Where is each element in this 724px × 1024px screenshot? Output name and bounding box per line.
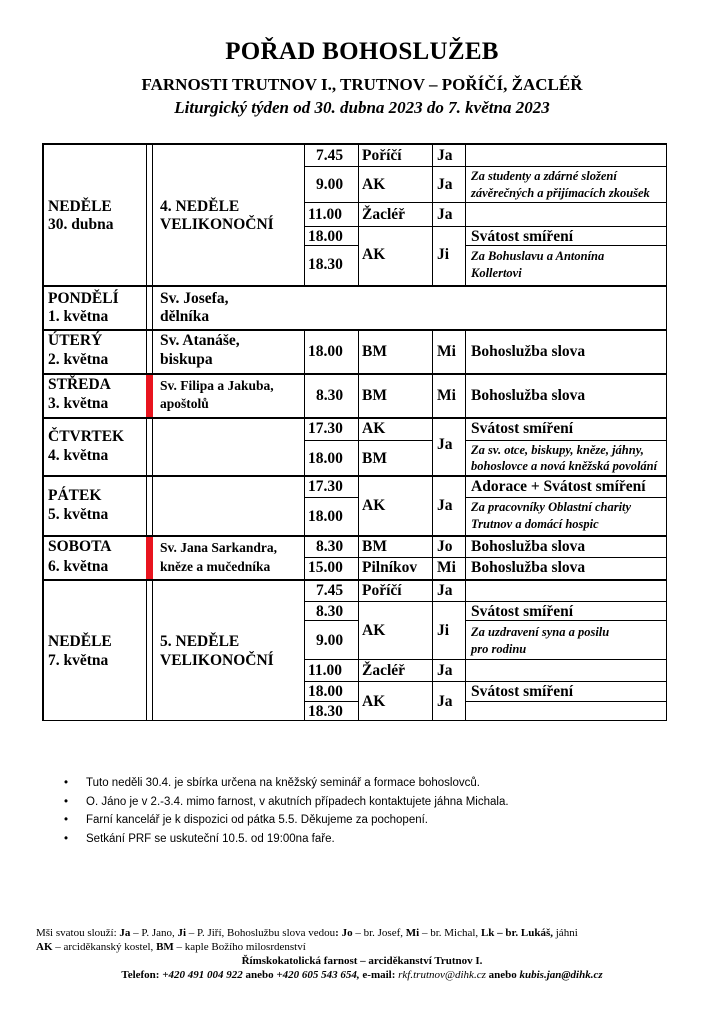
feast-marker-sat bbox=[146, 537, 153, 579]
mass-time: 18.00 bbox=[308, 508, 343, 525]
celebrant: Ji bbox=[437, 246, 450, 263]
mass-place: BM bbox=[362, 343, 387, 360]
celebrant: Mi bbox=[437, 387, 456, 404]
celebrant: Ji bbox=[437, 622, 450, 639]
mass-time: 15.00 bbox=[308, 559, 343, 576]
mass-place: Poříčí bbox=[362, 147, 402, 164]
feast-name: Sv. Filipa a Jakuba, bbox=[160, 378, 274, 393]
celebrant: Ja bbox=[437, 176, 453, 193]
mass-intention: Za uzdravení syna a posilu bbox=[471, 625, 610, 639]
celebrant: Ja bbox=[437, 693, 453, 710]
mass-time: 7.45 bbox=[316, 147, 344, 164]
day-name: PÁTEK bbox=[48, 487, 102, 504]
mass-place: AK bbox=[362, 497, 386, 514]
mass-place: AK bbox=[362, 693, 386, 710]
announcement-item: • Tuto neděli 30.4. je sbírka určena na kněžský seminář a formace bohoslovců. bbox=[62, 774, 509, 793]
mass-place: Pilníkov bbox=[362, 559, 418, 576]
day-name: ČTVRTEK bbox=[48, 428, 125, 445]
mass-intention: Za Bohuslavu a Antonína bbox=[471, 249, 605, 263]
day-name: NEDĚLE bbox=[48, 633, 112, 650]
mass-time: 17.30 bbox=[308, 420, 343, 437]
feast-name: 4. NEDĚLE bbox=[160, 198, 240, 215]
mass-time: 18.00 bbox=[308, 683, 343, 700]
mass-intention: Za studenty a zdárné složení bbox=[471, 169, 617, 183]
mass-note: Bohoslužba slova bbox=[471, 538, 586, 555]
mass-intention: Za pracovníky Oblastní charity bbox=[471, 500, 632, 514]
feast-name: VELIKONOČNÍ bbox=[160, 216, 274, 233]
announcements-list bbox=[62, 774, 509, 848]
mass-place: AK bbox=[362, 622, 386, 639]
celebrant: Jo bbox=[437, 538, 453, 555]
mass-time: 18.30 bbox=[308, 256, 343, 273]
mass-place: AK bbox=[362, 246, 386, 263]
page-title: POŘAD BOHOSLUŽEB bbox=[225, 38, 499, 65]
day-date: 1. května bbox=[48, 308, 109, 325]
mass-place: AK bbox=[362, 176, 386, 193]
mass-time: 17.30 bbox=[308, 478, 343, 495]
day-name: NEDĚLE bbox=[48, 198, 112, 215]
mass-place: BM bbox=[362, 538, 387, 555]
place-legend: AK – arciděkanský kostel, BM – kaple Božího milosrdenství bbox=[36, 941, 306, 953]
day-date: 3. května bbox=[48, 395, 109, 412]
feast-marker-wed bbox=[146, 375, 153, 417]
mass-time: 11.00 bbox=[308, 206, 343, 223]
mass-place: AK bbox=[362, 420, 386, 437]
mass-intention: bohoslovce a nová kněžská povolání bbox=[471, 459, 658, 473]
celebrant: Ja bbox=[437, 147, 453, 164]
day-name: STŘEDA bbox=[48, 376, 111, 393]
announcement-item: • O. Jáno je v 2.-3.4. mimo farnost, v akutních případech kontaktujete jáhna Michala. bbox=[62, 793, 509, 812]
feast-name: kněze a mučedníka bbox=[160, 559, 271, 574]
mass-intention: Trutnov a domácí hospic bbox=[471, 517, 599, 531]
mass-note: Bohoslužba slova bbox=[471, 387, 586, 404]
celebrant: Ja bbox=[437, 582, 453, 599]
week-range: Liturgický týden od 30. dubna 2023 do 7. května 2023 bbox=[174, 98, 550, 117]
feast-name: 5. NEDĚLE bbox=[160, 633, 240, 650]
feast-name: Sv. Atanáše, bbox=[160, 332, 240, 349]
mass-place: Žacléř bbox=[362, 206, 406, 223]
mass-time: 8.30 bbox=[316, 603, 344, 620]
parish-subtitle: FARNOSTI TRUTNOV I., TRUTNOV – POŘÍČÍ, ŽACLÉŘ bbox=[141, 75, 583, 94]
mass-intention: Kollertovi bbox=[471, 266, 522, 280]
mass-intention: pro rodinu bbox=[471, 642, 527, 656]
mass-note: Bohoslužba slova bbox=[471, 343, 586, 360]
feast-name: VELIKONOČNÍ bbox=[160, 652, 274, 669]
feast-name: apoštolů bbox=[160, 396, 209, 411]
day-date: 5. května bbox=[48, 506, 109, 523]
feast-name: biskupa bbox=[160, 351, 213, 368]
mass-note: Svátost smíření bbox=[471, 228, 574, 245]
day-date: 4. května bbox=[48, 447, 109, 464]
mass-time: 9.00 bbox=[316, 176, 344, 193]
mass-time: 11.00 bbox=[308, 662, 343, 679]
announcement-item: • Setkání PRF se uskuteční 10.5. od 19:00na faře. bbox=[62, 830, 509, 849]
announcement-item: • Farní kancelář je k dispozici od pátka 5.5. Děkujeme za pochopení. bbox=[62, 811, 509, 830]
mass-intention: Za sv. otce, biskupy, kněze, jáhny, bbox=[471, 443, 644, 457]
celebrant: Ja bbox=[437, 662, 453, 679]
celebrant: Mi bbox=[437, 343, 456, 360]
celebrant-legend: Mši svatou slouží: Ja – P. Jano, Ji – P. Jiří, Bohoslužbu slova vedou: Jo – br. Josef, Mi – br. Michal, Lk – br. Lukáš, jáhni bbox=[36, 927, 578, 939]
mass-note: Svátost smíření bbox=[471, 420, 574, 437]
contact-line: Telefon: +420 491 004 922 anebo +420 605 543 654, e-mail: rkf.trutnov@dihk.cz anebo kubis.jan@dihk.cz bbox=[121, 969, 603, 981]
mass-time: 8.30 bbox=[316, 538, 344, 555]
day-name: SOBOTA bbox=[48, 538, 112, 555]
day-date: 2. května bbox=[48, 351, 109, 368]
celebrant: Mi bbox=[437, 559, 456, 576]
mass-time: 18.00 bbox=[308, 228, 343, 245]
day-name: ÚTERÝ bbox=[48, 332, 103, 349]
mass-place: Poříčí bbox=[362, 582, 402, 599]
celebrant: Ja bbox=[437, 497, 453, 514]
mass-time: 8.30 bbox=[316, 387, 344, 404]
mass-time: 9.00 bbox=[316, 632, 344, 649]
day-date: 30. dubna bbox=[48, 216, 114, 233]
mass-time: 18.30 bbox=[308, 703, 343, 720]
mass-note: Svátost smíření bbox=[471, 603, 574, 620]
feast-name: Sv. Josefa, bbox=[160, 290, 229, 307]
feast-name: Sv. Jana Sarkandra, bbox=[160, 540, 278, 555]
day-date: 6. května bbox=[48, 558, 109, 575]
mass-place: BM bbox=[362, 450, 387, 467]
mass-place: Žacléř bbox=[362, 662, 406, 679]
parish-name: Římskokatolická farnost – arciděkanství Trutnov I. bbox=[241, 955, 483, 967]
mass-time: 18.00 bbox=[308, 450, 343, 467]
day-name: PONDĚLÍ bbox=[48, 290, 119, 307]
mass-place: BM bbox=[362, 387, 387, 404]
mass-intention: závěrečných a přijímacích zkoušek bbox=[471, 186, 650, 200]
celebrant: Ja bbox=[437, 436, 453, 453]
mass-time: 7.45 bbox=[316, 582, 344, 599]
day-date: 7. května bbox=[48, 652, 109, 669]
celebrant: Ja bbox=[437, 206, 453, 223]
mass-time: 18.00 bbox=[308, 343, 343, 360]
mass-note: Adorace + Svátost smíření bbox=[471, 478, 646, 495]
feast-name: dělníka bbox=[160, 308, 210, 325]
mass-note: Svátost smíření bbox=[471, 683, 574, 700]
mass-note: Bohoslužba slova bbox=[471, 559, 586, 576]
